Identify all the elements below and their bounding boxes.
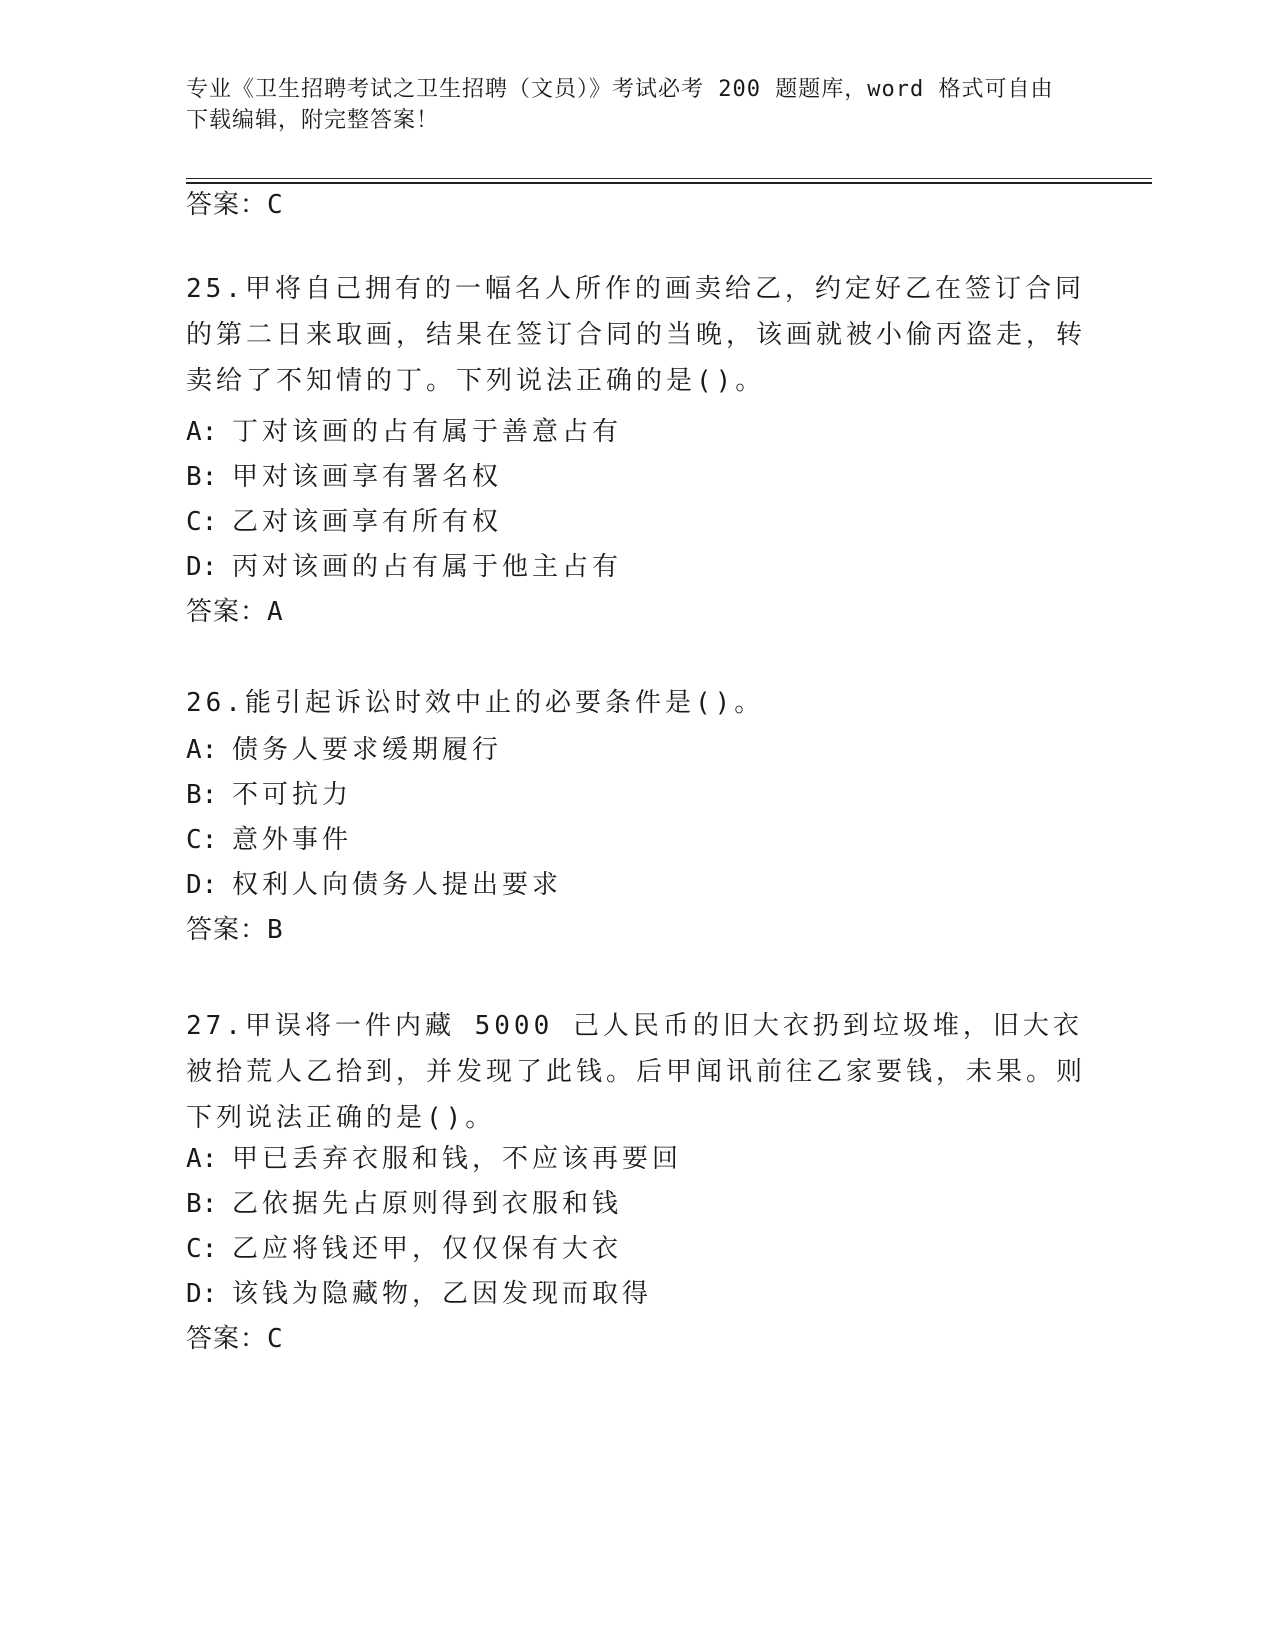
option-c-26 [186,823,352,857]
option-key: C: [186,507,218,537]
answer-label: 答案： [186,1324,268,1354]
option-text: 乙应将钱还甲，仅仅保有大衣 [232,1234,623,1264]
option-key: A: [186,417,218,447]
option-text: 该钱为隐藏物，乙因发现而取得 [232,1279,653,1309]
option-key: D: [186,1279,218,1309]
option-text: 甲对该画享有署名权 [232,462,503,492]
option-d-27 [186,1277,652,1311]
question-stem-25: 25.甲将自己拥有的一幅名人所作的画卖给乙，约定好乙在签订合同的第二日来取画，结果在签订合同的当晚，该画就被小偷丙盗走，转卖给了不知情的丁。下列说法正确的是()。 [186,274,1087,396]
option-key: A: [186,735,218,765]
option-d-26 [186,868,562,902]
header-divider-thin [186,178,1152,179]
option-d-25 [186,550,622,584]
option-b-26 [186,778,352,812]
option-key: D: [186,870,218,900]
option-b-27 [186,1187,622,1221]
option-a-27 [186,1142,682,1176]
answer-label: 答案： [186,597,268,627]
option-text: 丙对该画的占有属于他主占有 [232,552,623,582]
answer-label: 答案： [186,190,268,220]
prev-answer [186,188,284,222]
option-text: 乙依据先占原则得到衣服和钱 [232,1189,623,1219]
question-stem-26: 26.能引起诉讼时效中止的必要条件是()。 [186,688,765,718]
option-text: 意外事件 [232,825,353,855]
answer-25 [186,595,284,629]
option-text: 不可抗力 [232,780,353,810]
answer-26 [186,913,284,947]
option-key: C: [186,1234,218,1264]
option-key: A: [186,1144,218,1174]
header-divider-thick [186,182,1152,184]
option-text: 权利人向债务人提出要求 [232,870,563,900]
option-key: B: [186,1189,218,1219]
option-text: 丁对该画的占有属于善意占有 [232,417,623,447]
option-a-25 [186,415,622,449]
option-c-27 [186,1232,622,1266]
answer-label: 答案： [186,915,268,945]
answer-27 [186,1322,284,1356]
option-text: 债务人要求缓期履行 [232,735,503,765]
question-stem-27: 27.甲误将一件内藏 5000 己人民币的旧大衣扔到垃圾堆，旧大衣被拾荒人乙拾到，并发现了此钱。后甲闻讯前往乙家要钱，未果。则下列说法正确的是()。 [186,1011,1087,1133]
option-text: 甲已丢弃衣服和钱，不应该再要回 [232,1144,683,1174]
option-text: 乙对该画享有所有权 [232,507,503,537]
option-key: B: [186,780,218,810]
option-key: C: [186,825,218,855]
option-key: D: [186,552,218,582]
answer-value: A [267,597,284,627]
answer-value: C [267,190,284,220]
option-b-25 [186,460,502,494]
option-c-25 [186,505,502,539]
answer-value: C [267,1324,284,1354]
option-key: B: [186,462,218,492]
answer-value: B [267,915,284,945]
option-a-26 [186,733,502,767]
page-header: 专业《卫生招聘考试之卫生招聘（文员）》考试必考 200 题题库，word 格式可自由下载编辑，附完整答案！ [186,77,1054,133]
